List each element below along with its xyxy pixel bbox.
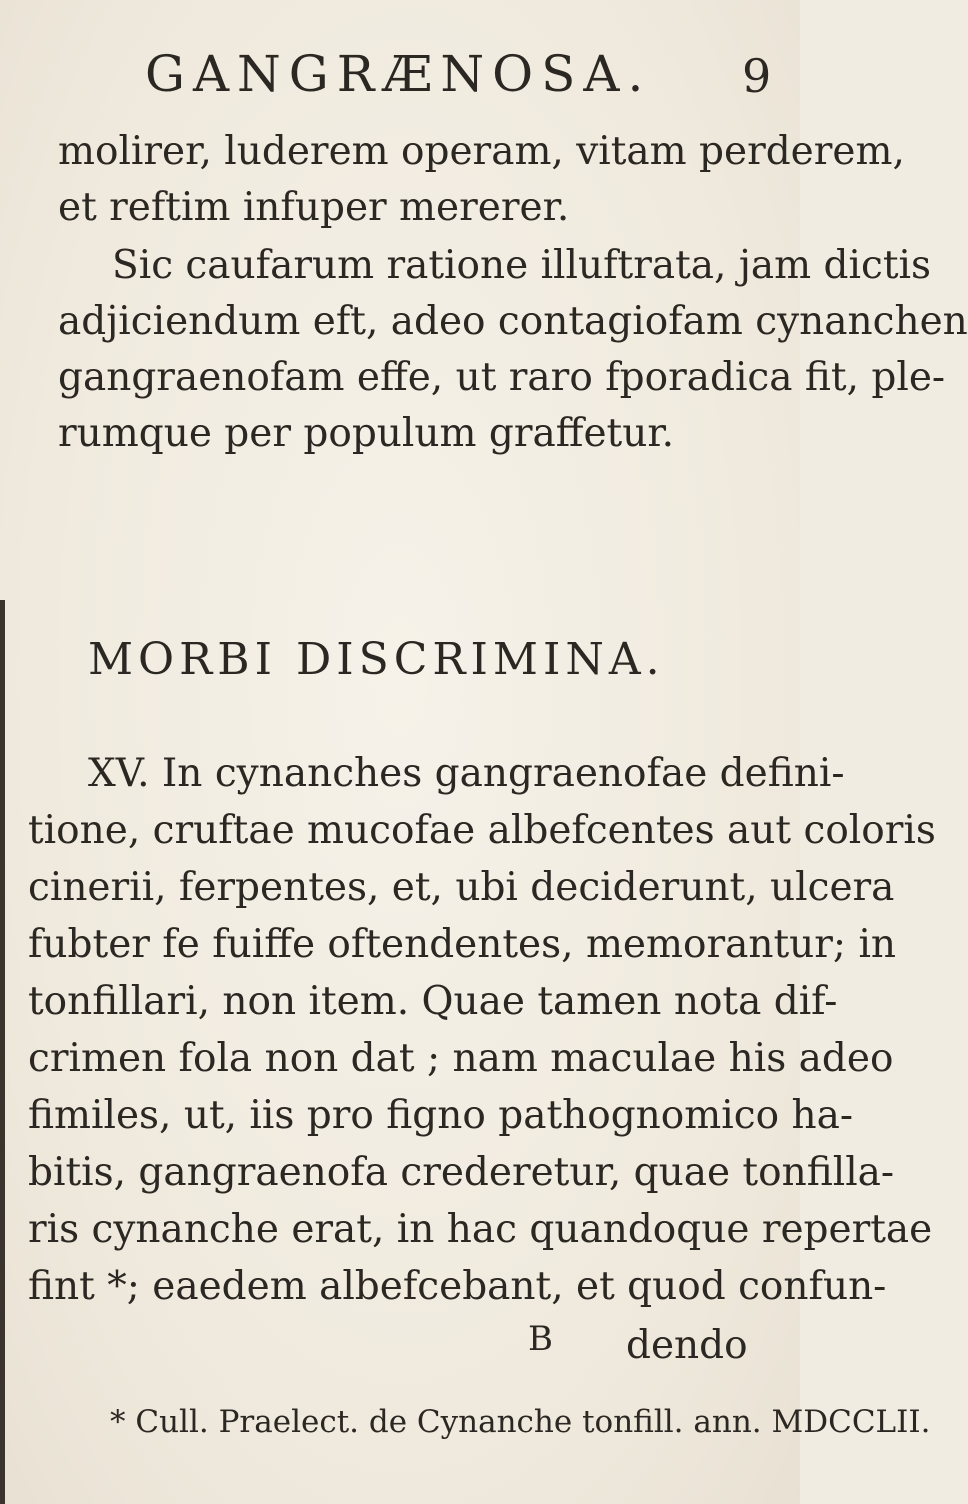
text-line: XV. In cynanches gangraenofae defini-: [88, 751, 845, 796]
text-line: crimen fola non dat ; nam maculae his adeo: [28, 1036, 894, 1081]
text-line: adjiciendum eft, adeo contagiofam cynanchen: [58, 299, 968, 344]
text-line: Sic caufarum ratione illuftrata, jam dictis: [112, 243, 931, 288]
text-line: bitis, gangraenofa crederetur, quae tonfilla-: [28, 1150, 895, 1195]
catchword: dendo: [626, 1323, 748, 1368]
text-line: fubter fe fuiffe oftendentes, memorantur; in: [28, 922, 897, 967]
text-line: et reftim infuper mererer.: [58, 185, 570, 230]
running-title: GANGRÆNOSA.: [145, 45, 652, 103]
text-line: fint *; eaedem albefcebant, et quod confun-: [28, 1264, 887, 1309]
text-line: fimiles, ut, iis pro figno pathognomico ha-: [28, 1093, 853, 1138]
text-line: molirer, luderem operam, vitam perderem,: [58, 129, 905, 174]
text-line: tonfillari, non item. Quae tamen nota dif-: [28, 979, 838, 1024]
page-edge-shadow: [0, 600, 5, 1504]
text-line: cinerii, ferpentes, et, ubi deciderunt, ulcera: [28, 865, 895, 910]
text-line: tione, cruftae mucofae albefcentes aut coloris: [28, 808, 936, 853]
text-line: gangraenofam effe, ut raro fporadica fit, ple-: [58, 355, 946, 400]
signature-mark: B: [528, 1319, 553, 1359]
footnote: * Cull. Praelect. de Cynanche tonfill. ann. MDCCLII.: [110, 1404, 931, 1440]
text-line: ris cynanche erat, in hac quandoque repertae: [28, 1207, 933, 1252]
page-header: [0, 44, 800, 104]
section-heading: MORBI DISCRIMINA.: [88, 634, 665, 685]
page-number: 9: [742, 49, 772, 103]
text-line: rumque per populum graffetur.: [58, 411, 675, 456]
